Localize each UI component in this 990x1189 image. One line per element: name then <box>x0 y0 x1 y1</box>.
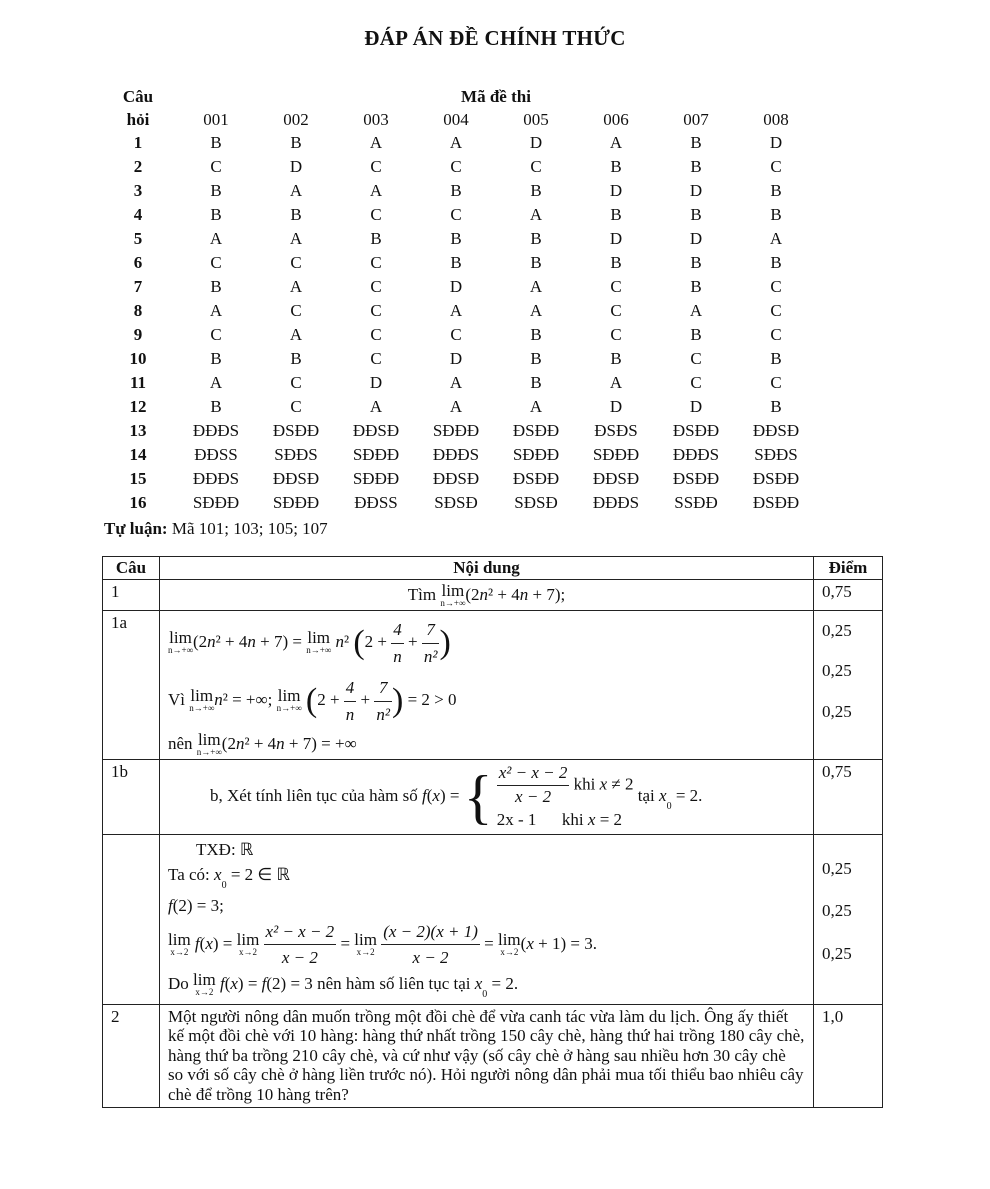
answer-cell: ĐĐĐS <box>192 469 240 488</box>
answer-cell: ĐĐSĐ <box>432 469 480 488</box>
answer-row <box>100 419 816 443</box>
answer-cell: ĐĐSĐ <box>592 469 640 488</box>
rubric-col-points: Điểm <box>814 557 883 580</box>
answer-row <box>100 467 816 491</box>
answer-cell: B <box>690 133 702 152</box>
rubric-content: Một người nông dân muốn trồng một đồi chè để vừa canh tác vừa làm du lịch. Ông ấy thiết kế một đồi chè với 10 hàng: hàng thứ nhất trồng 150 cây chè, hàng thứ hai trồng 180 cây chè, hàng thứ ba trồng 210 cây chè, và cứ như vậy (số cây chè ở hàng sau nhiều hơn 30 cây chè so với số cây chè ở hàng liền trước nó). Hỏi người nông dân phải mua tối thiểu bao nhiêu cây chè để trồng 10 hàng trên? <box>160 1004 814 1107</box>
answer-cell: C <box>770 325 782 344</box>
answer-cell: D <box>529 133 543 152</box>
answer-row <box>100 179 816 203</box>
answer-cell: D <box>369 373 383 392</box>
rubric-row-1b-solution <box>103 834 883 1004</box>
answer-cell: ĐSĐĐ <box>272 421 320 440</box>
answer-cell: B <box>690 325 702 344</box>
answer-cell: B <box>610 157 622 176</box>
question-number: 3 <box>133 181 143 200</box>
answer-row <box>100 491 816 515</box>
answer-cell: C <box>290 253 302 272</box>
exam-code-002: 002 <box>283 109 309 129</box>
answer-cell: A <box>209 373 223 392</box>
answer-cell: B <box>770 349 782 368</box>
answer-cell: A <box>529 277 543 296</box>
answer-cell: A <box>289 325 303 344</box>
answer-cell: ĐĐSS <box>194 445 238 464</box>
answer-cell: D <box>289 157 303 176</box>
answer-row <box>100 347 816 371</box>
answer-cell: B <box>450 253 462 272</box>
answer-cell: A <box>209 301 223 320</box>
answer-cell: B <box>770 181 782 200</box>
question-number: 11 <box>129 373 147 392</box>
rubric-points: 0,25 0,25 0,25 <box>814 834 883 1004</box>
answer-cell: C <box>690 373 702 392</box>
answer-cell: ĐĐSĐ <box>272 469 320 488</box>
rubric-table <box>102 556 883 1108</box>
answer-row <box>100 371 816 395</box>
answer-cell: B <box>770 253 782 272</box>
answer-cell: ĐĐĐS <box>592 493 640 512</box>
answer-cell: D <box>609 229 623 248</box>
rubric-row-2 <box>103 1004 883 1107</box>
answer-key-table <box>100 85 816 515</box>
question-number: 2 <box>133 157 143 176</box>
answer-cell: ĐSĐĐ <box>512 469 560 488</box>
question-number: 13 <box>129 421 147 440</box>
page-title: ĐÁP ÁN ĐỀ CHÍNH THỨC <box>364 26 626 50</box>
essay-codes-line <box>104 519 328 539</box>
rubric-header-row <box>103 557 883 580</box>
answer-cell: D <box>769 133 783 152</box>
answer-cell: SĐĐĐ <box>592 445 640 464</box>
rubric-row-1a <box>103 611 883 760</box>
answer-cell: C <box>770 277 782 296</box>
answer-cell: ĐSĐĐ <box>512 421 560 440</box>
answer-cell: C <box>610 301 622 320</box>
answer-cell: A <box>769 229 783 248</box>
rubric-q: 2 <box>103 1004 160 1107</box>
question-number: 1 <box>133 133 143 152</box>
rubric-row-1 <box>103 580 883 611</box>
rubric-q: 1 <box>103 580 160 611</box>
rubric-q: 1a <box>103 611 160 760</box>
answer-cell: B <box>610 349 622 368</box>
exam-code-008: 008 <box>763 109 789 129</box>
exam-code-003: 003 <box>363 109 389 129</box>
answer-cell: C <box>210 253 222 272</box>
therefore-text: nên <box>168 734 193 753</box>
exam-code-007: 007 <box>683 109 709 129</box>
rubric-col-content: Nội dung <box>160 557 814 580</box>
answer-cell: A <box>369 133 383 152</box>
answer-cell: D <box>689 181 703 200</box>
answer-cell: C <box>770 373 782 392</box>
essay-codes: Mã 101; 103; 105; 107 <box>171 519 328 538</box>
answer-cell: A <box>289 229 303 248</box>
answer-row <box>100 323 816 347</box>
answer-cell: A <box>209 229 223 248</box>
answer-cell: SĐĐĐ <box>352 469 400 488</box>
question-number: 4 <box>133 205 143 224</box>
answer-cell: A <box>529 301 543 320</box>
question-number: 5 <box>133 229 143 248</box>
answer-cell: A <box>609 373 623 392</box>
answer-cell: C <box>450 205 462 224</box>
answer-cell: C <box>610 325 622 344</box>
exam-code-001: 001 <box>203 109 229 129</box>
answer-cell: SĐĐS <box>274 445 318 464</box>
answer-cell: B <box>290 133 302 152</box>
answer-cell: C <box>290 373 302 392</box>
answer-cell: B <box>290 205 302 224</box>
answer-cell: ĐSĐĐ <box>752 469 800 488</box>
answer-cell: A <box>449 373 463 392</box>
answer-cell: SĐĐĐ <box>512 445 560 464</box>
rubric-row-1b <box>103 760 883 835</box>
answer-cell: ĐSĐĐ <box>672 421 720 440</box>
answer-cell: B <box>210 397 222 416</box>
answer-row <box>100 251 816 275</box>
question-number: 9 <box>133 325 143 344</box>
answer-cell: C <box>370 253 382 272</box>
rubric-content: TXĐ: ℝ Ta có: x0 = 2 ∈ ℝ f(2) = 3; lim x→2 f(x) = lim x→2 $\frac{\text{x² − x − 2}}{x - 2}$ = lim x→2 $\frac{(x - 2)(x + 1)}{x - 2}$ = lim x→2 (x + 1) = 3. Do lim x→2 f(x) = f(2) = 3 nên hàm số liên tục tại x0 = 2. <box>160 834 814 1004</box>
exam-code-005: 005 <box>523 109 549 129</box>
answer-cell: A <box>289 277 303 296</box>
rubric-points: 0,75 <box>814 580 883 611</box>
answer-cell: ĐSĐĐ <box>672 469 720 488</box>
answer-cell: C <box>370 157 382 176</box>
answer-cell: B <box>290 349 302 368</box>
answer-cell: ĐĐĐS <box>192 421 240 440</box>
question-number: 14 <box>129 445 147 464</box>
answer-cell: B <box>210 133 222 152</box>
because-text: Vì <box>168 689 185 709</box>
answer-cell: B <box>530 253 542 272</box>
answer-cell: B <box>210 205 222 224</box>
answer-cell: ĐSĐĐ <box>752 493 800 512</box>
find-text: Tìm <box>407 585 437 604</box>
rubric-col-question: Câu <box>103 557 160 580</box>
answer-cell: D <box>609 181 623 200</box>
answer-cell: B <box>690 277 702 296</box>
answer-cell: ĐĐSĐ <box>752 421 800 440</box>
answer-cell: SĐSĐ <box>434 493 478 512</box>
answer-cell: B <box>450 229 462 248</box>
answer-cell: B <box>610 253 622 272</box>
answer-cell: B <box>530 181 542 200</box>
answer-cell: B <box>450 181 462 200</box>
answer-cell: B <box>770 205 782 224</box>
continuity-text: b, Xét tính liên tục của hàm số <box>210 785 418 805</box>
answer-cell: C <box>450 157 462 176</box>
answer-cell: ĐĐĐS <box>672 445 720 464</box>
answer-cell: D <box>689 229 703 248</box>
answer-cell: B <box>690 253 702 272</box>
answer-cell: C <box>610 277 622 296</box>
question-number: 10 <box>129 349 147 368</box>
exam-code-004: 004 <box>443 109 469 129</box>
answer-row <box>100 131 816 155</box>
question-number: 15 <box>129 469 147 488</box>
answer-cell: A <box>449 397 463 416</box>
question-number: 8 <box>133 301 143 320</box>
answer-cell: A <box>609 133 623 152</box>
question-number: 12 <box>129 397 147 416</box>
answer-cell: C <box>770 157 782 176</box>
rubric-content: Tìm lim n→+∞ (2n² + 4n + 7); <box>160 580 814 611</box>
answer-cell: D <box>609 397 623 416</box>
answer-cell: C <box>370 205 382 224</box>
answer-cell: A <box>449 301 463 320</box>
answer-cell: D <box>689 397 703 416</box>
answer-cell: C <box>210 325 222 344</box>
answer-cell: C <box>370 301 382 320</box>
answer-cell: SĐĐĐ <box>192 493 240 512</box>
answer-cell: SĐĐĐ <box>352 445 400 464</box>
answer-cell: C <box>690 349 702 368</box>
answer-cell: C <box>210 157 222 176</box>
answer-cell: ĐĐSĐ <box>352 421 400 440</box>
answer-cell: B <box>530 325 542 344</box>
answer-cell: C <box>290 397 302 416</box>
answer-cell: B <box>370 229 382 248</box>
answer-cell: C <box>370 325 382 344</box>
answer-cell: B <box>770 397 782 416</box>
question-header-2: hỏi <box>126 109 150 129</box>
answer-cell: A <box>289 181 303 200</box>
answer-row <box>100 443 816 467</box>
question-header: Câu <box>122 86 154 106</box>
answer-cell: SĐĐS <box>754 445 798 464</box>
answer-cell: C <box>370 349 382 368</box>
answer-cell: C <box>530 157 542 176</box>
answer-cell: B <box>210 277 222 296</box>
rubric-points: 0,75 <box>814 760 883 835</box>
answer-cell: SĐĐĐ <box>272 493 320 512</box>
answer-cell: ĐĐĐS <box>432 445 480 464</box>
answer-cell: ĐĐSS <box>354 493 398 512</box>
answer-cell: A <box>689 301 703 320</box>
answer-cell: B <box>530 349 542 368</box>
answer-cell: D <box>449 349 463 368</box>
answer-cell: A <box>369 181 383 200</box>
answer-row <box>100 155 816 179</box>
answer-cell: A <box>529 397 543 416</box>
rubric-points: 0,25 0,25 0,25 <box>814 611 883 760</box>
answer-cell: B <box>690 157 702 176</box>
answer-cell: C <box>370 277 382 296</box>
answer-row <box>100 395 816 419</box>
answer-row <box>100 227 816 251</box>
answer-cell: B <box>210 181 222 200</box>
exam-code-006: 006 <box>603 109 629 129</box>
answer-cell: A <box>369 397 383 416</box>
answer-cell: SSĐĐ <box>674 493 718 512</box>
answer-cell: B <box>610 205 622 224</box>
exam-code-header: Mã đề thi <box>461 86 531 106</box>
rubric-content: lim n→+∞ (2n² + 4n + 7) = lim n→+∞ n² (2 + $\frac{4}{n}$ + $\frac{7}{\text{n²}}$ ) Vì lim n→+∞ n² = +∞; lim n→+∞ (2 + $\frac{4}{n}$ + $\frac{7}{\text{n²}}$ ) = 2 > 0 nên lim n→+∞ (2n² + 4n + 7) = +∞ <box>160 611 814 760</box>
answer-cell: SĐSĐ <box>514 493 558 512</box>
answer-row <box>100 203 816 227</box>
answer-cell: B <box>690 205 702 224</box>
rubric-q: 1b <box>103 760 160 835</box>
rubric-points: 1,0 <box>814 1004 883 1107</box>
answer-cell: B <box>530 229 542 248</box>
answer-cell: SĐĐĐ <box>432 421 480 440</box>
answer-cell: C <box>450 325 462 344</box>
answer-cell: B <box>210 349 222 368</box>
question-number: 7 <box>133 277 143 296</box>
answer-cell: A <box>449 133 463 152</box>
essay-label: Tự luận: <box>104 519 168 538</box>
question-number: 16 <box>129 493 147 512</box>
answer-cell: C <box>770 301 782 320</box>
answer-cell: D <box>449 277 463 296</box>
answer-cell: ĐSĐS <box>594 421 638 440</box>
question-number: 6 <box>133 253 143 272</box>
answer-row <box>100 299 816 323</box>
rubric-content: b, Xét tính liên tục của hàm số f(x) = { $\frac{\text{x² − x − 2}}{x - 2}$ khi x ≠ 2 2x - 1 khi x = 2 tại x0 = 2. <box>160 760 814 835</box>
answer-cell: C <box>290 301 302 320</box>
answer-row <box>100 275 816 299</box>
answer-cell: A <box>529 205 543 224</box>
answer-cell: B <box>530 373 542 392</box>
